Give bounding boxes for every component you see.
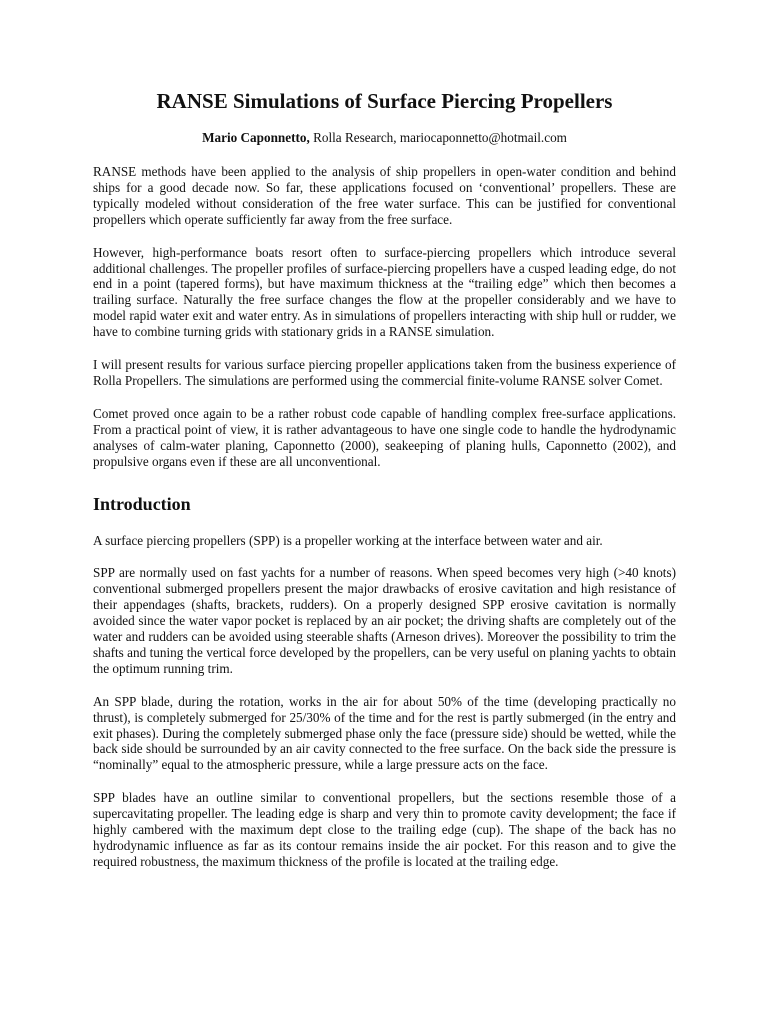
author-line xyxy=(93,130,676,146)
abstract-section xyxy=(93,164,676,470)
paper-page xyxy=(93,88,676,870)
author-affiliation: Rolla Research, mariocaponnetto@hotmail.com xyxy=(309,130,567,145)
abstract-paragraph: Comet proved once again to be a rather robust code capable of handling complex free-surface applications. From a practical point of view, it is rather advantageous to have one single code to handle the hydrodynamic analyses of calm-water planing, Caponnetto (2000), seakeeping of planing hulls, Caponnetto (2002), and propulsive organs even if these are all unconventional. xyxy=(93,405,676,469)
abstract-paragraph: I will present results for various surface piercing propeller applications taken from the business experience of Rolla Propellers. The simulations are performed using the commercial finite-volume RANSE solver Comet. xyxy=(93,357,676,388)
abstract-paragraph: However, high-performance boats resort often to surface-piercing propellers which introduce several additional challenges. The propeller profiles of surface-piercing propellers have a cusped leading edge, do not end in a point (tapered forms), but have maximum thickness at the “trailing edge” which then becomes a trailing surface. Naturally the free surface changes the flow at the propeller considerably and we have to model rapid water exit and water entry. As in simulations of propellers interacting with ship hull or rudder, we have to combine turning grids with stationary grids in a RANSE simulation. xyxy=(93,244,676,340)
body-paragraph: A surface piercing propellers (SPP) is a propeller working at the interface between water and air. xyxy=(93,532,603,548)
author-name: Mario Caponnetto, xyxy=(202,130,310,145)
abstract-paragraph: RANSE methods have been applied to the analysis of ship propellers in open-water condition and behind ships for a good decade now. So far, these applications focused on ‘conventional’ propellers. These are typically modeled without consideration of the free water surface. This can be justified for conventional propellers which operate sufficiently far away from the free surface. xyxy=(93,164,676,227)
body-paragraph: An SPP blade, during the rotation, works in the air for about 50% of the time (developing practically no thrust), is completely submerged for 25/30% of the time and for the rest is partly submerged (in the entry and exit phases). During the completely submerged phase only the face (pressure side) should be wetted, while the back side should be surrounded by an air cavity connected to the free surface. On the back side the pressure is “nominally” equal to the atmospheric pressure, while a large pressure acts on the face. xyxy=(93,693,676,773)
section-heading-introduction: Introduction xyxy=(93,493,191,514)
paper-title: RANSE Simulations of Surface Piercing Propellers xyxy=(156,89,613,113)
body-paragraph: SPP blades have an outline similar to conventional propellers, but the sections resemble those of a supercavitating propeller. The leading edge is sharp and very thin to promote cavity development; the face if highly cambered with the maximum dept close to the trailing edge (cup). The shape of the back has no hydrodynamic influence as far as its contour remains inside the air pocket. For this reason and to give the required robustness, the maximum thickness of the profile is located at the trailing edge. xyxy=(93,790,676,869)
introduction-section xyxy=(93,533,676,870)
body-paragraph: SPP are normally used on fast yachts for a number of reasons. When speed becomes very high (>40 knots) conventional submerged propellers present the major drawbacks of erosive cavitation and high resistance of their appendages (shafts, brackets, rudders). On a properly designed SPP erosive cavitation is normally avoided since the water vapor pocket is replaced by an air pocket; the driving shafts are completely out of the water and rudders can be avoided using steerable shafts (Arneson drives). Moreover the possibility to trim the shafts and tuning the vertical force developed by the propellers, can be very useful on planing yachts to obtain the optimum running trim. xyxy=(93,565,676,676)
